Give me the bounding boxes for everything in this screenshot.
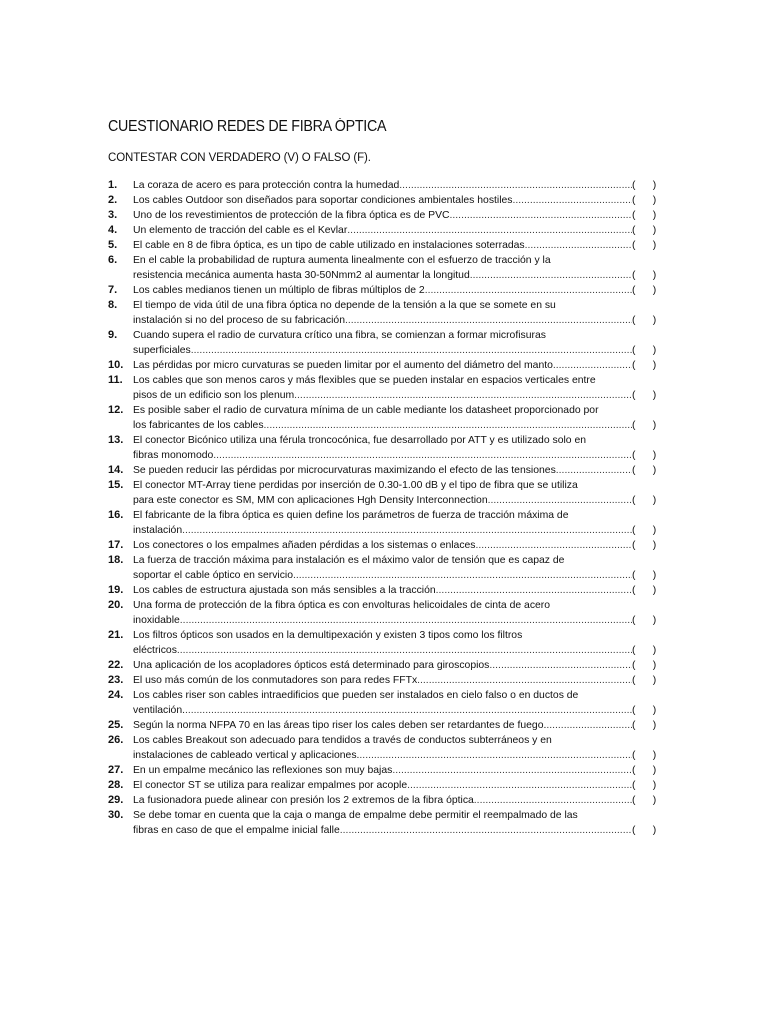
question-number: 21. bbox=[108, 629, 124, 641]
question-number: 17. bbox=[108, 539, 124, 551]
question-item bbox=[108, 298, 658, 328]
dot-leader bbox=[264, 418, 632, 433]
question-number: 7. bbox=[108, 284, 118, 296]
dot-leader bbox=[340, 823, 632, 838]
answer-blank[interactable]: ( ) bbox=[632, 495, 657, 506]
question-text: Las pérdidas por micro curvaturas se pueden limitar por el aumento del diámetro del manto bbox=[133, 360, 553, 371]
question-text: La coraza de acero es para protección contra la humedad bbox=[133, 180, 400, 191]
question-last-line bbox=[133, 793, 658, 808]
question-item bbox=[108, 223, 658, 238]
question-text: El tiempo de vida útil de una fibra óptica no depende de la tensión a la que se somete en su bbox=[133, 300, 556, 311]
answer-blank[interactable]: ( ) bbox=[632, 795, 657, 806]
question-item bbox=[108, 508, 658, 538]
dot-leader bbox=[345, 313, 632, 328]
dot-leader bbox=[177, 643, 632, 658]
question-item bbox=[108, 478, 658, 508]
question-text: Una forma de protección de la fibra óptica es con envolturas helicoidales de cinta de acero bbox=[133, 600, 551, 611]
question-text: En el cable la probabilidad de ruptura aumenta linealmente con el esfuerzo de tracción y la bbox=[133, 255, 551, 266]
question-number: 16. bbox=[108, 509, 124, 521]
dot-leader bbox=[470, 268, 632, 283]
question-body bbox=[133, 373, 658, 403]
question-text: Los cables de estructura ajustada son más sensibles a la tracción bbox=[133, 585, 436, 596]
question-item bbox=[108, 658, 658, 673]
question-body bbox=[133, 328, 658, 358]
question-text: instalaciones de cableado vertical y aplicaciones. bbox=[133, 750, 360, 761]
question-body bbox=[133, 223, 658, 238]
question-item bbox=[108, 793, 658, 808]
answer-blank[interactable]: ( ) bbox=[632, 525, 657, 536]
answer-blank[interactable]: ( ) bbox=[632, 180, 657, 191]
dot-leader bbox=[185, 703, 632, 718]
question-number: 22. bbox=[108, 659, 124, 671]
dot-leader bbox=[489, 658, 632, 673]
question-text: Uno de los revestimientos de protección de la fibra óptica es de PVC bbox=[133, 210, 450, 221]
document-title: CUESTIONARIO REDES DE FIBRA ÓPTICA bbox=[108, 118, 387, 135]
question-item bbox=[108, 373, 658, 403]
question-body bbox=[133, 208, 658, 223]
dot-leader bbox=[556, 463, 632, 478]
question-text: Los cables riser son cables intraedificios que pueden ser instalados en cielo falso o en ductos de bbox=[133, 690, 579, 701]
answer-blank[interactable]: ( ) bbox=[632, 585, 657, 596]
question-number: 25. bbox=[108, 719, 124, 731]
question-last-line bbox=[133, 568, 658, 583]
question-text: superficiales bbox=[133, 345, 191, 356]
question-last-line bbox=[133, 343, 658, 358]
answer-blank[interactable]: ( ) bbox=[632, 465, 657, 476]
question-text: Los filtros ópticos son usados en la demultipexación y existen 3 tipos como los filtros bbox=[133, 630, 523, 641]
dot-leader bbox=[546, 718, 632, 733]
question-text: resistencia mecánica aumenta hasta 30-50Nmm2 al aumentar la longitud bbox=[133, 270, 470, 281]
dot-leader bbox=[488, 493, 632, 508]
answer-blank[interactable]: ( ) bbox=[632, 570, 657, 581]
question-text: El cable en 8 de fibra óptica, es un tipo de cable utilizado en instalaciones soterradas bbox=[133, 240, 525, 251]
question-text: soportar el cable óptico en servicio bbox=[133, 570, 293, 581]
question-last-line bbox=[133, 268, 658, 283]
question-body bbox=[133, 508, 658, 538]
dot-leader bbox=[294, 388, 632, 403]
question-body bbox=[133, 793, 658, 808]
question-item bbox=[108, 778, 658, 793]
question-number: 29. bbox=[108, 794, 124, 806]
dot-leader bbox=[476, 538, 632, 553]
question-number: 15. bbox=[108, 479, 124, 491]
question-last-line bbox=[133, 388, 658, 403]
question-number: 20. bbox=[108, 599, 124, 611]
question-number: 19. bbox=[108, 584, 124, 596]
dot-leader bbox=[347, 223, 632, 238]
question-text: Los cables Breakout son adecuado para tendidos a través de conductos subterráneos y en bbox=[133, 735, 552, 746]
dot-leader bbox=[525, 238, 632, 253]
answer-blank[interactable]: ( ) bbox=[632, 450, 657, 461]
question-last-line bbox=[133, 703, 658, 718]
answer-blank[interactable]: ( ) bbox=[632, 315, 657, 326]
question-last-line bbox=[133, 538, 658, 553]
question-last-line bbox=[133, 283, 658, 298]
answer-blank[interactable]: ( ) bbox=[632, 765, 657, 776]
answer-blank[interactable]: ( ) bbox=[632, 780, 657, 791]
question-last-line bbox=[133, 583, 658, 598]
dot-leader bbox=[180, 613, 632, 628]
answer-blank[interactable]: ( ) bbox=[632, 720, 657, 731]
question-text: fibras en caso de que el empalme inicial falle bbox=[133, 825, 340, 836]
question-body bbox=[133, 718, 658, 733]
question-number: 8. bbox=[108, 299, 118, 311]
question-item bbox=[108, 253, 658, 283]
question-body bbox=[133, 433, 658, 463]
question-last-line bbox=[133, 358, 658, 373]
question-body bbox=[133, 598, 658, 628]
answer-blank[interactable]: ( ) bbox=[632, 615, 657, 626]
question-number: 5. bbox=[108, 239, 118, 251]
question-last-line bbox=[133, 643, 658, 658]
question-number: 26. bbox=[108, 734, 124, 746]
question-number: 28. bbox=[108, 779, 124, 791]
dot-leader bbox=[436, 583, 632, 598]
question-last-line bbox=[133, 448, 658, 463]
question-text: fibras monomodo bbox=[133, 450, 214, 461]
question-number: 23. bbox=[108, 674, 124, 686]
answer-blank[interactable]: ( ) bbox=[632, 750, 657, 761]
question-item bbox=[108, 178, 658, 193]
answer-blank[interactable]: ( ) bbox=[632, 420, 657, 431]
question-number: 27. bbox=[108, 764, 124, 776]
question-text: Se pueden reducir las pérdidas por microcurvaturas maximizando el efecto de las tensiones bbox=[133, 465, 556, 476]
question-text: El conector Bicónico utiliza una férula troncocónica, fue desarrollado por ATT y es utilizado solo en bbox=[133, 435, 587, 446]
question-item bbox=[108, 238, 658, 253]
answer-blank[interactable]: ( ) bbox=[632, 660, 657, 671]
question-last-line bbox=[133, 778, 658, 793]
answer-blank[interactable]: ( ) bbox=[632, 360, 657, 371]
question-last-line bbox=[133, 223, 658, 238]
answer-blank[interactable]: ( ) bbox=[632, 345, 657, 356]
answer-blank[interactable]: ( ) bbox=[632, 390, 657, 401]
question-number: 14. bbox=[108, 464, 124, 476]
question-text: Cuando supera el radio de curvatura crítico una fibra, se comienzan a formar microfisuras bbox=[133, 330, 546, 341]
question-number: 10. bbox=[108, 359, 124, 371]
question-body bbox=[133, 193, 658, 208]
question-body bbox=[133, 778, 658, 793]
dot-leader bbox=[425, 283, 632, 298]
question-text: Según la norma NFPA 70 en las áreas tipo riser los cales deben ser retardantes de fuego. bbox=[133, 720, 547, 731]
question-text: El conector MT-Array tiene perdidas por inserción de 0.30-1.00 dB y el tipo de fibra que se utiliza bbox=[133, 480, 578, 491]
question-item bbox=[108, 583, 658, 598]
question-item bbox=[108, 553, 658, 583]
question-last-line bbox=[133, 718, 658, 733]
question-body bbox=[133, 763, 658, 778]
question-text: pisos de un edificio son los plenum bbox=[133, 390, 295, 401]
question-number: 11. bbox=[108, 374, 123, 386]
question-body bbox=[133, 583, 658, 598]
question-body bbox=[133, 658, 658, 673]
answer-blank[interactable]: ( ) bbox=[632, 270, 657, 281]
instructions: CONTESTAR CON VERDADERO (V) O FALSO (F). bbox=[108, 152, 371, 164]
question-item bbox=[108, 433, 658, 463]
question-item bbox=[108, 628, 658, 658]
question-body bbox=[133, 808, 658, 838]
question-body bbox=[133, 238, 658, 253]
question-number: 3. bbox=[108, 209, 118, 221]
question-text: En un empalme mecánico las reflexiones son muy bajas bbox=[133, 765, 393, 776]
question-body bbox=[133, 673, 658, 688]
answer-blank[interactable]: ( ) bbox=[632, 645, 657, 656]
question-last-line bbox=[133, 463, 658, 478]
question-last-line bbox=[133, 178, 658, 193]
question-item bbox=[108, 328, 658, 358]
question-item bbox=[108, 718, 658, 733]
question-item bbox=[108, 673, 658, 688]
question-last-line bbox=[133, 658, 658, 673]
question-text: La fusionadora puede alinear con presión los 2 extremos de la fibra óptica bbox=[133, 795, 474, 806]
question-last-line bbox=[133, 523, 658, 538]
answer-blank[interactable]: ( ) bbox=[632, 540, 657, 551]
question-number: 4. bbox=[108, 224, 118, 236]
question-number: 24. bbox=[108, 689, 124, 701]
question-text: ventilación. bbox=[133, 705, 185, 716]
question-last-line bbox=[133, 418, 658, 433]
question-body bbox=[133, 358, 658, 373]
question-item bbox=[108, 283, 658, 298]
question-item bbox=[108, 733, 658, 763]
question-text: Los cables que son menos caros y más flexibles que se pueden instalar en espacios verticales entre bbox=[133, 375, 596, 386]
question-body bbox=[133, 628, 658, 658]
question-text: inoxidable bbox=[133, 615, 180, 626]
question-text: Un elemento de tracción del cable es el Kevlar bbox=[133, 225, 348, 236]
question-last-line bbox=[133, 763, 658, 778]
dot-leader bbox=[553, 358, 632, 373]
question-last-line bbox=[133, 673, 658, 688]
question-body bbox=[133, 283, 658, 298]
dot-leader bbox=[293, 568, 632, 583]
answer-blank[interactable]: ( ) bbox=[632, 240, 657, 251]
question-body bbox=[133, 538, 658, 553]
question-number: 12. bbox=[108, 404, 124, 416]
question-body bbox=[133, 733, 658, 763]
question-last-line bbox=[133, 493, 658, 508]
answer-blank[interactable]: ( ) bbox=[632, 825, 657, 836]
question-item bbox=[108, 598, 658, 628]
question-text: Los conectores o los empalmes añaden pérdidas a los sistemas o enlaces bbox=[133, 540, 476, 551]
dot-leader bbox=[399, 178, 632, 193]
question-text: Se debe tomar en cuenta que la caja o manga de empalme debe permitir el reempalmado de las bbox=[133, 810, 578, 821]
question-body bbox=[133, 178, 658, 193]
question-text: Es posible saber el radio de curvatura mínima de un cable mediante los datasheet proporcionado por bbox=[133, 405, 599, 416]
question-last-line bbox=[133, 823, 658, 838]
question-last-line bbox=[133, 613, 658, 628]
dot-leader bbox=[392, 763, 632, 778]
question-text: El fabricante de la fibra óptica es quien define los parámetros de fuerza de tracción máxima de bbox=[133, 510, 569, 521]
question-text: instalación si no del proceso de su fabricación bbox=[133, 315, 345, 326]
question-last-line bbox=[133, 313, 658, 328]
question-text: para este conector es SM, MM con aplicaciones Hgh Density Interconnection bbox=[133, 495, 488, 506]
answer-blank[interactable]: ( ) bbox=[632, 675, 657, 686]
answer-blank[interactable]: ( ) bbox=[632, 285, 657, 296]
question-text: eléctricos bbox=[133, 645, 177, 656]
question-body bbox=[133, 688, 658, 718]
question-item bbox=[108, 463, 658, 478]
dot-leader bbox=[182, 523, 632, 538]
dot-leader bbox=[513, 193, 633, 208]
question-body bbox=[133, 553, 658, 583]
question-item bbox=[108, 538, 658, 553]
dot-leader bbox=[417, 673, 632, 688]
dot-leader bbox=[407, 778, 632, 793]
question-body bbox=[133, 403, 658, 433]
question-body bbox=[133, 298, 658, 328]
question-number: 6. bbox=[108, 254, 118, 266]
question-text: Una aplicación de los acopladores ópticos está determinado para giroscopios bbox=[133, 660, 490, 671]
question-last-line bbox=[133, 208, 658, 223]
question-body bbox=[133, 463, 658, 478]
question-text: Los cables medianos tienen un múltiplo de fibras múltiplos de 2 bbox=[133, 285, 425, 296]
question-number: 1. bbox=[108, 179, 118, 191]
question-number: 13. bbox=[108, 434, 124, 446]
question-item bbox=[108, 358, 658, 373]
question-item bbox=[108, 208, 658, 223]
answer-blank[interactable]: ( ) bbox=[632, 210, 657, 221]
question-list bbox=[108, 178, 658, 838]
question-number: 9. bbox=[108, 329, 118, 341]
answer-blank[interactable]: ( ) bbox=[632, 705, 657, 716]
question-last-line bbox=[133, 193, 658, 208]
question-text: La fuerza de tracción máxima para instalación es el máximo valor de tensión que es capaz de bbox=[133, 555, 565, 566]
question-item bbox=[108, 193, 658, 208]
dot-leader bbox=[450, 208, 632, 223]
dot-leader bbox=[474, 793, 632, 808]
question-last-line bbox=[133, 748, 658, 763]
answer-blank[interactable]: ( ) bbox=[632, 195, 657, 206]
question-item bbox=[108, 763, 658, 778]
question-body bbox=[133, 478, 658, 508]
answer-blank[interactable]: ( ) bbox=[632, 225, 657, 236]
question-last-line bbox=[133, 238, 658, 253]
question-number: 18. bbox=[108, 554, 124, 566]
question-item bbox=[108, 808, 658, 838]
question-text: El conector ST se utiliza para realizar empalmes por acople bbox=[133, 780, 408, 791]
question-text: Los cables Outdoor son diseñados para soportar condiciones ambientales hostiles bbox=[133, 195, 513, 206]
question-text: El uso más común de los conmutadores son para redes FFTx bbox=[133, 675, 418, 686]
question-body bbox=[133, 253, 658, 283]
question-text: los fabricantes de los cables bbox=[133, 420, 264, 431]
question-number: 30. bbox=[108, 809, 124, 821]
dot-leader bbox=[191, 343, 632, 358]
dot-leader bbox=[213, 448, 632, 463]
question-text: instalación bbox=[133, 525, 183, 536]
question-item bbox=[108, 403, 658, 433]
dot-leader bbox=[359, 748, 632, 763]
question-number: 2. bbox=[108, 194, 118, 206]
question-item bbox=[108, 688, 658, 718]
